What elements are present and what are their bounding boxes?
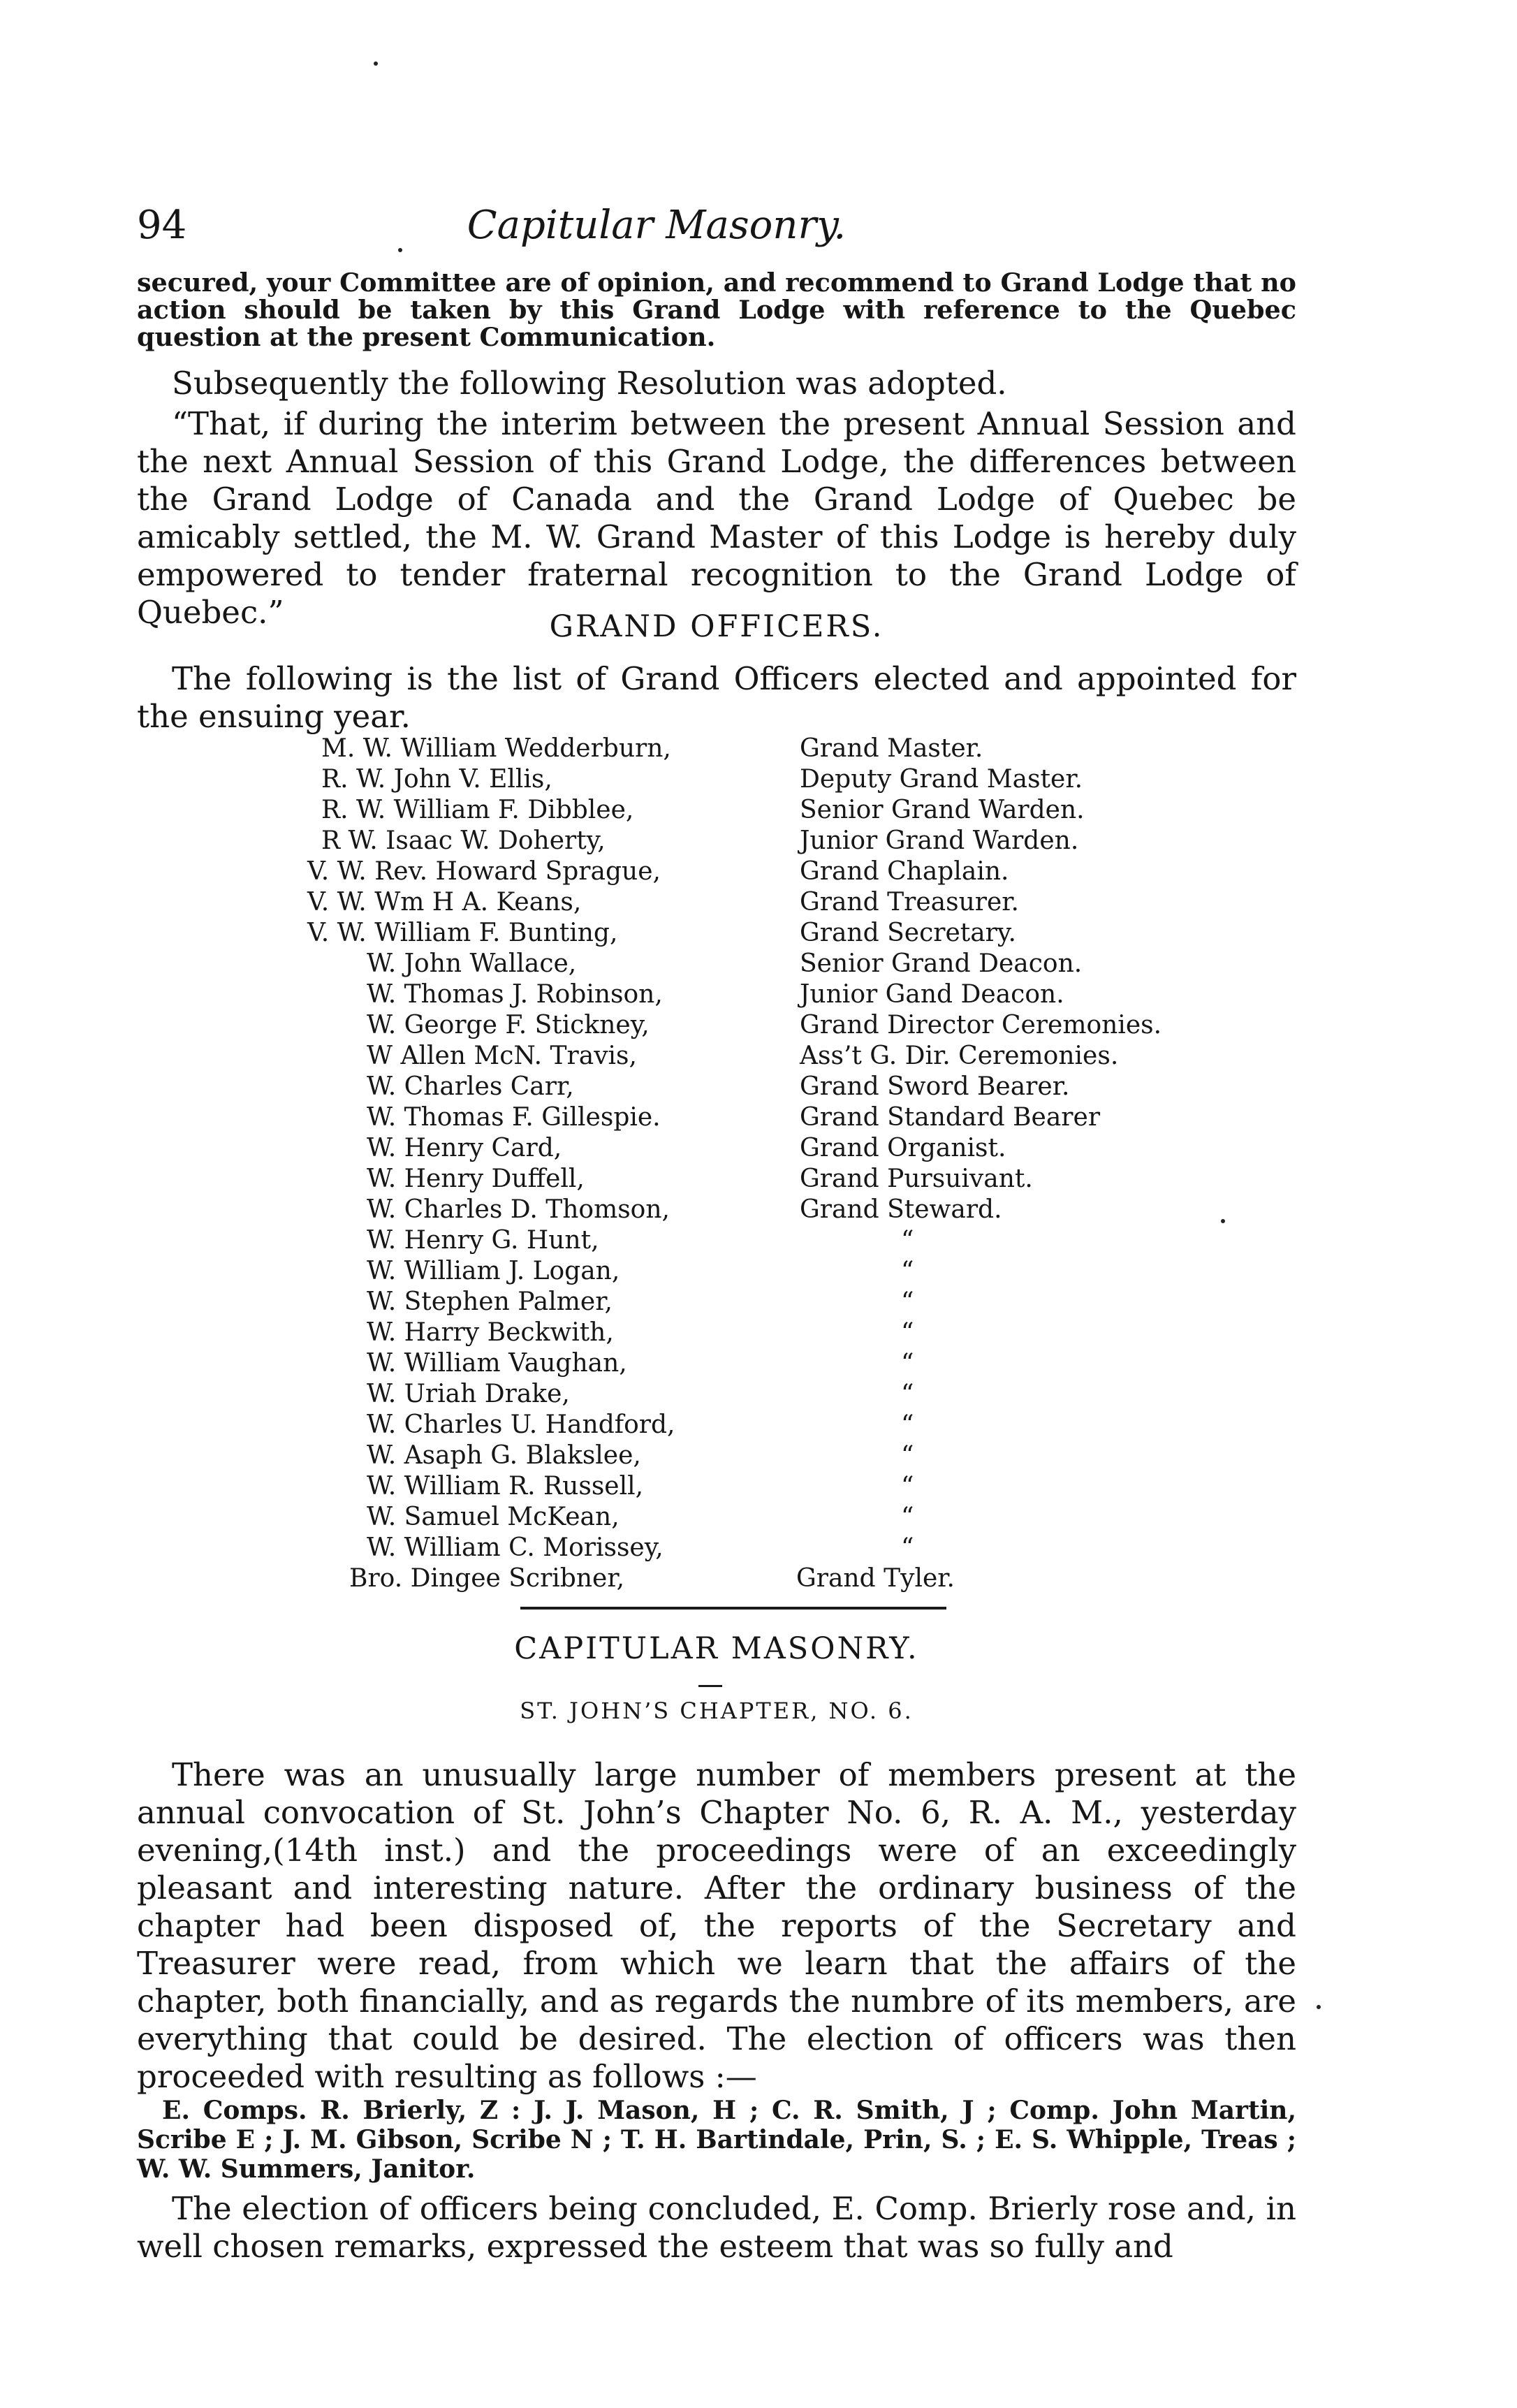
ditto-mark: “ bbox=[901, 1441, 914, 1470]
speck-mark bbox=[1221, 1219, 1225, 1223]
officer-name: V. W. William F. Bunting, bbox=[307, 919, 618, 947]
officer-name: W. Henry Duffell, bbox=[367, 1165, 585, 1193]
officer-title: Grand Master. bbox=[800, 734, 983, 763]
closing-paragraph: The election of officers being concluded, E. Comp. Brierly rose and, in well chosen remarks, expressed the esteem that was so fully and bbox=[137, 2190, 1296, 2265]
intro-paragraph: secured, your Committee are of opinion, and recommend to Grand Lodge that no action should be taken by this Grand Lodge with reference to the Quebec question at the present Communication. bbox=[137, 268, 1296, 352]
officer-title: Grand Secretary. bbox=[800, 919, 1016, 947]
officer-name: W Allen McN. Travis, bbox=[367, 1042, 637, 1070]
ditto-mark: “ bbox=[901, 1410, 914, 1439]
officer-title: Grand Steward. bbox=[800, 1195, 1002, 1224]
ditto-mark: “ bbox=[901, 1257, 914, 1285]
ditto-mark: “ bbox=[901, 1472, 914, 1501]
officer-title: Grand Tyler. bbox=[796, 1564, 955, 1593]
grand-officers-heading: GRAND OFFICERS. bbox=[549, 609, 884, 644]
officer-name: W. Asaph G. Blakslee, bbox=[367, 1441, 641, 1470]
officer-title: Grand Pursuivant. bbox=[800, 1165, 1033, 1193]
officer-title: Grand Director Ceremonies. bbox=[800, 1011, 1162, 1039]
ditto-mark: “ bbox=[901, 1349, 914, 1378]
officer-name: V. W. Rev. Howard Sprague, bbox=[307, 857, 661, 886]
officer-name: W. Henry Card, bbox=[367, 1134, 562, 1162]
section-divider bbox=[520, 1607, 946, 1610]
officer-name: W. Uriah Drake, bbox=[367, 1380, 570, 1408]
running-title: Capitular Masonry. bbox=[467, 203, 847, 248]
officer-title: Grand Standard Bearer bbox=[800, 1103, 1101, 1132]
officer-name: W. George F. Stickney, bbox=[367, 1011, 650, 1039]
officer-name: R W. Isaac W. Doherty, bbox=[321, 826, 606, 855]
capitular-heading: CAPITULAR MASONRY. bbox=[514, 1631, 919, 1666]
officer-title: Senior Grand Deacon. bbox=[800, 949, 1083, 978]
officer-title: Deputy Grand Master. bbox=[800, 765, 1083, 794]
officer-title: Ass’t G. Dir. Ceremonies. bbox=[800, 1042, 1119, 1070]
officer-name: Bro. Dingee Scribner, bbox=[349, 1564, 625, 1593]
ditto-mark: “ bbox=[901, 1503, 914, 1531]
speck-mark bbox=[374, 61, 378, 66]
officer-title: Grand Sword Bearer. bbox=[800, 1072, 1070, 1101]
speck-mark bbox=[1317, 2005, 1321, 2009]
officer-name: W. William C. Morissey, bbox=[367, 1533, 664, 1562]
short-rule bbox=[698, 1685, 722, 1687]
chapter-subheading: ST. JOHN’S CHAPTER, NO. 6. bbox=[520, 1698, 914, 1724]
officer-name: W. Samuel McKean, bbox=[367, 1503, 620, 1531]
officer-title: Grand Chaplain. bbox=[800, 857, 1009, 886]
officer-title: Senior Grand Warden. bbox=[800, 796, 1085, 824]
officer-title: Grand Treasurer. bbox=[800, 888, 1019, 917]
officer-name: W. Henry G. Hunt, bbox=[367, 1226, 599, 1255]
officer-name: W. William R. Russell, bbox=[367, 1472, 644, 1501]
ditto-mark: “ bbox=[901, 1318, 914, 1347]
ditto-mark: “ bbox=[901, 1287, 914, 1316]
page-header bbox=[126, 203, 1313, 258]
chapter-officers-list: E. Comps. R. Brierly, Z : J. J. Mason, H ; C. R. Smith, J ; Comp. John Martin, Scribe E ; J. M. Gibson, Scribe N ; T. H. Bartindale, Prin, S. ; E. S. Whipple, Treas ; W. W. Summers, Janitor. bbox=[137, 2096, 1296, 2184]
officer-name: R. W. John V. Ellis, bbox=[321, 765, 552, 794]
resolution-text: “That, if during the interim between the present Annual Session and the next Annual Session of this Grand Lodge, the differences between the Grand Lodge of Canada and the Grand Lodge of Quebec be amicably settled, the M. W. Grand Master of this Lodge is hereby duly empowered to tender fraternal recognition to the Grand Lodge of Quebec.” bbox=[137, 405, 1296, 631]
page-number: 94 bbox=[137, 203, 187, 248]
resolution-intro: Subsequently the following Resolution was adopted. bbox=[172, 365, 1007, 402]
officer-name: V. W. Wm H A. Keans, bbox=[307, 888, 582, 917]
officer-name: W. Charles Carr, bbox=[367, 1072, 574, 1101]
officer-name: W. Harry Beckwith, bbox=[367, 1318, 614, 1347]
officer-name: W. Thomas F. Gillespie. bbox=[367, 1103, 661, 1132]
officer-name: W. Charles U. Handford, bbox=[367, 1410, 675, 1439]
officer-name: W. Thomas J. Robinson, bbox=[367, 980, 663, 1009]
chapter-report-paragraph: There was an unusually large number of members present at the annual convocation of St. John’s Chapter No. 6, R. A. M., yesterday evening,(14th inst.) and the proceedings were of an exceedingly pleasant and interesting nature. After the ordinary business of the chapter had been disposed of, the reports of the Secretary and Treasurer were read, from which we learn that the affairs of the chapter, both financially, and as regards the numbre of its members, are everything that could be desired. The election of officers was then proceeded with resulting as follows :— bbox=[137, 1756, 1296, 2095]
officer-name: W. William Vaughan, bbox=[367, 1349, 627, 1378]
officer-title: Grand Organist. bbox=[800, 1134, 1006, 1162]
ditto-mark: “ bbox=[901, 1380, 914, 1408]
officer-name: R. W. William F. Dibblee, bbox=[321, 796, 634, 824]
officer-title: Junior Gand Deacon. bbox=[800, 980, 1064, 1009]
grand-officers-intro: The following is the list of Grand Officers elected and appointed for the ensuing year. bbox=[137, 660, 1296, 735]
officer-title: Junior Grand Warden. bbox=[800, 826, 1079, 855]
officer-name: M. W. William Wedderburn, bbox=[321, 734, 671, 763]
ditto-mark: “ bbox=[901, 1533, 914, 1562]
officer-name: W. Charles D. Thomson, bbox=[367, 1195, 670, 1224]
officer-name: W. William J. Logan, bbox=[367, 1257, 620, 1285]
officer-name: W. Stephen Palmer, bbox=[367, 1287, 613, 1316]
ditto-mark: “ bbox=[901, 1226, 914, 1255]
officer-name: W. John Wallace, bbox=[367, 949, 577, 978]
